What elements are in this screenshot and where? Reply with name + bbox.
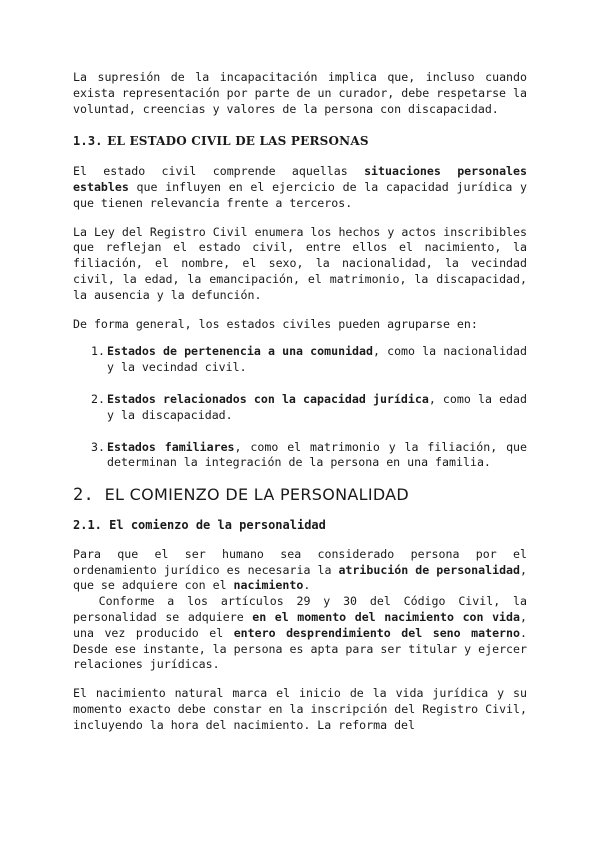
bold-term: atribución de personalidad xyxy=(338,562,521,577)
list-item xyxy=(73,440,527,472)
chapter-title: EL COMIENZO DE LA PERSONALIDAD xyxy=(104,485,410,505)
paragraph-atribucion xyxy=(73,547,527,594)
section-heading-1-3 xyxy=(73,134,527,150)
list-number: 3. xyxy=(91,439,105,454)
chapter-heading-2 xyxy=(73,487,527,504)
text-run: Para que el ser humano sea considerado persona por el ordenamiento jurídico es necesaria la xyxy=(73,546,527,577)
bold-term: Estados relacionados con la capacidad jurídica xyxy=(107,391,429,406)
page-content xyxy=(73,70,527,734)
list-item xyxy=(73,392,527,424)
estados-list xyxy=(73,344,527,471)
bold-term: Estados familiares xyxy=(107,439,235,454)
section-title: El comienzo de la personalidad xyxy=(109,517,326,532)
text-run: El estado civil comprende aquellas xyxy=(73,164,365,179)
text-run: , una vez producido el xyxy=(73,609,527,640)
bold-term: situaciones personales estables xyxy=(73,164,527,194)
paragraph-incapacitacion: La supresión de la incapacitación implica que, incluso cuando exista representación por parte de un curador, debe respetarse la voluntad, creencias y valores de la persona con discapacidad. xyxy=(73,70,527,116)
paragraph-codigo-civil xyxy=(73,594,527,673)
section-title: EL ESTADO CIVIL DE LAS PERSONAS xyxy=(107,134,369,149)
text-run: , como el matrimonio y la filiación, que determinan la integración de la persona en una familia. xyxy=(107,439,528,470)
paragraph-estado-civil xyxy=(73,164,527,211)
paragraph-agrupacion: De forma general, los estados civiles pueden agruparse en: xyxy=(73,316,478,331)
list-item xyxy=(73,344,527,376)
text-run: , como la edad y la discapacidad. xyxy=(107,391,527,422)
paragraph-nacimiento-natural: El nacimiento natural marca el inicio de la vida jurídica y su momento exacto debe constar en la inscripción del Registro Civil, incluyendo la hora del nacimiento. La reforma del xyxy=(73,686,527,732)
paragraph-registro-civil: La Ley del Registro Civil enumera los hechos y actos inscribibles que reflejan el estado civil, entre ellos el nacimiento, la filiación, el nombre, el sexo, la nacionalidad, la vecindad civil, la edad, la emancipación, el matrimonio, la discapacidad, la ausencia y la defunción. xyxy=(73,224,527,302)
text-run: que influyen en el ejercicio de la capacidad jurídica y que tienen relevancia frente a terceros. xyxy=(73,179,527,210)
section-number: 2.1. xyxy=(73,517,102,532)
bold-term: nacimiento xyxy=(233,578,304,593)
text-run: , como la nacionalidad y la vecindad civil. xyxy=(107,344,527,375)
bold-term: entero desprendimiento del seno materno xyxy=(233,625,521,640)
text-run: Conforme a los artículos 29 y 30 del Código Civil, la personalidad se adquiere xyxy=(73,594,527,624)
text-run: , que se adquiere con el xyxy=(73,562,527,593)
list-number: 1. xyxy=(91,344,105,359)
text-run: . xyxy=(303,578,311,593)
section-heading-2-1 xyxy=(73,518,527,534)
bold-term: en el momento del nacimiento con vida xyxy=(252,609,521,624)
text-run: . Desde ese instante, la persona es apta para ser titular y ejercer relaciones jurídicas. xyxy=(73,625,527,672)
list-number: 2. xyxy=(91,391,105,406)
section-number: 1.3. xyxy=(73,134,103,149)
chapter-number: 2. xyxy=(73,485,95,506)
bold-term: Estados de pertenencia a una comunidad xyxy=(107,344,373,359)
